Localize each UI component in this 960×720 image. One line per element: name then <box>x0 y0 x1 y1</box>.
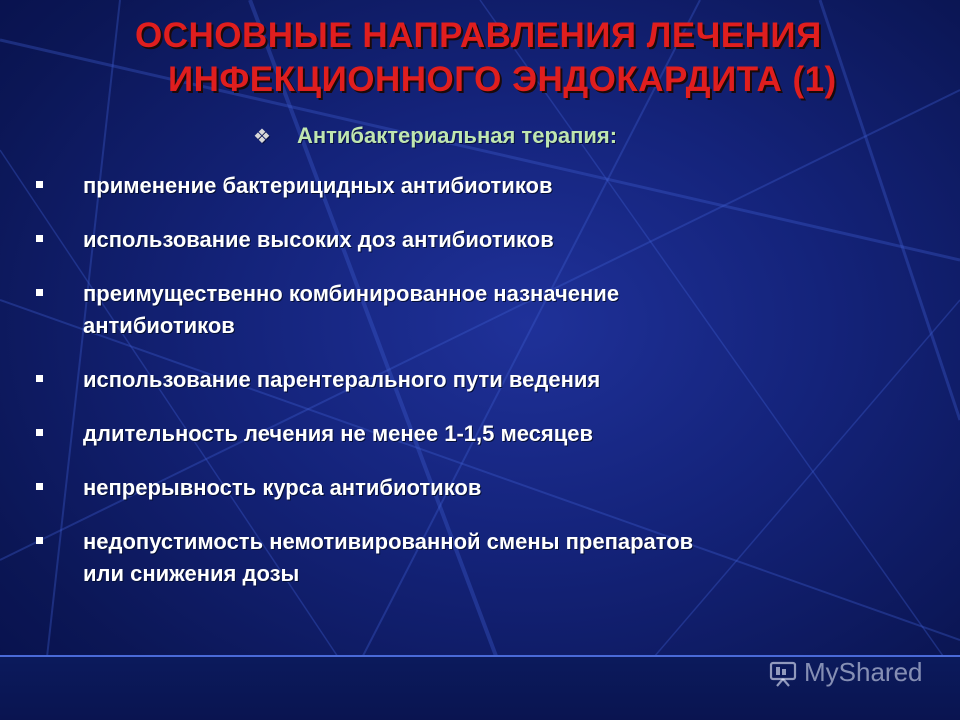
bullet-text-line: недопустимость немотивированной смены препаратов <box>83 529 694 554</box>
bullet-item <box>36 526 916 590</box>
bullet-item <box>36 472 916 504</box>
bullet-item <box>36 170 916 202</box>
square-bullet-icon <box>36 537 43 544</box>
title-line-2: ИНФЕКЦИОННОГО ЭНДОКАРДИТА (1) <box>168 60 837 99</box>
myshared-logo-icon <box>768 658 798 688</box>
bullet-text-line: использование парентерального пути ведения <box>83 367 601 392</box>
watermark[interactable] <box>768 657 923 688</box>
square-bullet-icon <box>36 235 43 242</box>
watermark-text: MyShared <box>804 657 923 687</box>
bullet-item <box>36 418 916 450</box>
bullet-item <box>36 224 916 256</box>
square-bullet-icon <box>36 289 43 296</box>
bullet-list <box>36 170 916 612</box>
bullet-text-line: непрерывность курса антибиотиков <box>83 475 482 500</box>
bullet-item <box>36 278 916 342</box>
bullet-item <box>36 364 916 396</box>
diamond-bullet-icon: ❖ <box>253 126 271 148</box>
bullet-text-line: применение бактерицидных антибиотиков <box>83 173 553 198</box>
bullet-text-line: или снижения дозы <box>83 561 300 586</box>
bullet-text-line: использование высоких доз антибиотиков <box>83 227 554 252</box>
subtitle-text: Антибактериальная терапия: <box>296 123 618 148</box>
bullet-text-line: длительность лечения не менее 1-1,5 месяцев <box>83 421 594 446</box>
subtitle <box>253 123 617 149</box>
bullet-text-line: преимущественно комбинированное назначение <box>83 281 620 306</box>
square-bullet-icon <box>36 181 43 188</box>
slide-title <box>0 14 960 102</box>
square-bullet-icon <box>36 429 43 436</box>
square-bullet-icon <box>36 483 43 490</box>
title-line-1: ОСНОВНЫЕ НАПРАВЛЕНИЯ ЛЕЧЕНИЯ <box>135 16 822 55</box>
bullet-text-line: антибиотиков <box>83 313 235 338</box>
square-bullet-icon <box>36 375 43 382</box>
